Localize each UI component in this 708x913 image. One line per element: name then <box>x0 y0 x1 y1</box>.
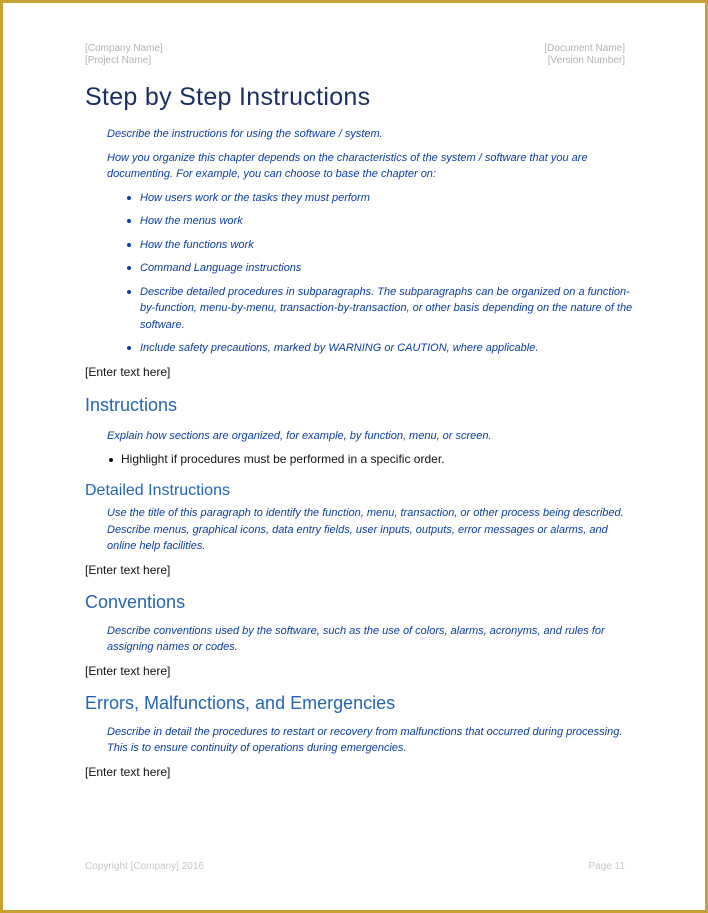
enter-text-placeholder[interactable]: [Enter text here] <box>85 663 171 678</box>
section-heading-detailed-instructions: Detailed Instructions <box>85 482 230 499</box>
intro-bullet-list <box>85 190 633 357</box>
section-heading-errors: Errors, Malfunctions, and Emergencies <box>85 692 396 713</box>
page-title: Step by Step Instructions <box>85 83 371 111</box>
enter-text-placeholder[interactable]: [Enter text here] <box>85 364 171 379</box>
intro-bullet: How the menus work <box>107 213 633 230</box>
page-number: Page 11 <box>588 861 625 872</box>
intro-bullet: Include safety precautions, marked by WARNING or CAUTION, where applicable. <box>107 340 633 357</box>
intro-paragraph-2: How you organize this chapter depends on the characteristics of the system / software that you are documenting. For example, you can choose to base the chapter on: <box>107 151 588 180</box>
company-name: [Company Name] <box>85 43 163 54</box>
errors-note: Describe in detail the procedures to restart or recovery from malfunctions that occurred during processing. This is to ensure continuity of operations during emergencies. <box>107 725 623 754</box>
project-name: [Project Name] <box>85 55 152 66</box>
instructions-bullet: Highlight if procedures must be performed in a specific order. <box>85 451 633 467</box>
enter-text-placeholder[interactable]: [Enter text here] <box>85 562 171 577</box>
footer-copyright: Copyright [Company] 2016 <box>85 861 204 872</box>
header-right <box>544 43 625 67</box>
intro-paragraph-1: Describe the instructions for using the software / system. <box>107 128 383 140</box>
conventions-note: Describe conventions used by the software, such as the use of colors, alarms, acronyms, and rules for assigning names or codes. <box>107 624 605 653</box>
intro-bullet: How the functions work <box>107 237 633 254</box>
section-heading-conventions: Conventions <box>85 591 186 612</box>
enter-text-placeholder[interactable]: [Enter text here] <box>85 764 171 779</box>
page-content <box>85 83 633 780</box>
detailed-instructions-note: Use the title of this paragraph to identify the function, menu, transaction, or other process being described. Describe menus, graphical icons, data entry fields, user inputs, outputs, error messages or alarms, and online help facilities. <box>107 507 624 552</box>
version-number: [Version Number] <box>547 55 625 66</box>
instructions-note: Explain how sections are organized, for example, by function, menu, or screen. <box>107 429 492 442</box>
document-name: [Document Name] <box>544 43 625 54</box>
section-heading-instructions: Instructions <box>85 394 178 415</box>
intro-bullet: How users work or the tasks they must perform <box>107 190 633 207</box>
intro-bullet: Command Language instructions <box>107 260 633 277</box>
intro-bullet: Describe detailed procedures in subparagraphs. The subparagraphs can be organized on a function-by-function, menu-by-menu, transaction-by-transaction, or other basis depending on the nature of the software. <box>107 284 633 334</box>
header-left <box>85 43 163 67</box>
